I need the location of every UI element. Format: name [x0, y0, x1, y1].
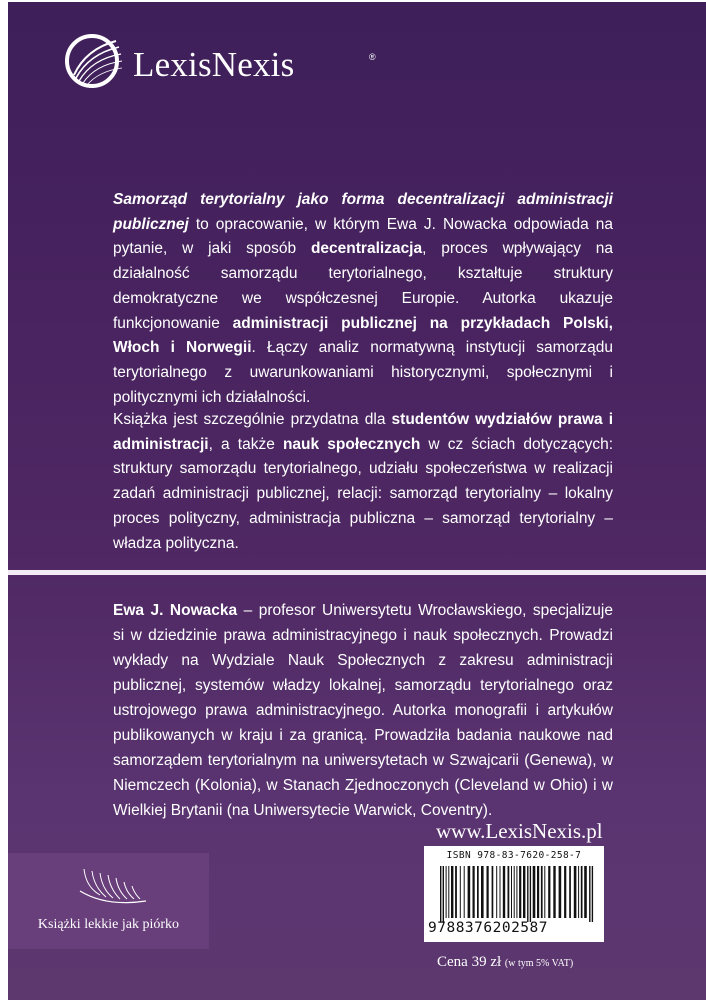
- p1-bold-1: decentralizacja: [310, 240, 423, 258]
- barcode-bars: [438, 866, 598, 922]
- isbn-barcode: [424, 846, 604, 942]
- p2-text-1: Książka jest szczególnie przydatna dla: [113, 411, 392, 428]
- book-title: Samorząd terytorialny jako forma decentralizacji administracji publicznej: [113, 191, 613, 233]
- description-paragraph-2: [113, 408, 613, 556]
- isbn-number: ISBN 978-83-7620-258-7: [446, 850, 582, 861]
- author-bio: [113, 598, 613, 823]
- description-paragraph-1: [113, 188, 613, 410]
- publisher-name: LexisNexis: [133, 45, 295, 84]
- ean-digits: 9788376202587: [428, 920, 548, 936]
- series-slogan: Książki lekkie jak piórko: [37, 917, 180, 932]
- author-bio-text: – profesor Uniwersytetu Wrocławskiego, specjalizuje si w dziedzinie prawa administracyjnego i nauk społecznych. Prowadzi wykłady na Wydziale Nauk Społecznych z zakresu administracji publicznej, systemów władzy lokalnej, samorządu terytorialnego oraz ustrojowego prawa administracyjnego. Autorka monografii i artykułów publikowanych w kraju i za granicą. Prowadziła badania naukowe nad samorządem terytorialnym na uniwersytetach w Szwajcarii (Genewa), w Niemczech (Kolonia), w Stanach Zjednoczonych (Cleveland w Ohio) i w Wielkiej Brytanii (na Uniwersytecie Warwick, Coventry).: [113, 602, 613, 819]
- p1-bold-2: administracji publicznej na przykładach Polski, Włoch i Norwegii: [113, 314, 613, 357]
- price-value: Cena 39 zł: [437, 954, 502, 970]
- p2-text-2: , a także: [208, 435, 283, 453]
- p2-bold-2: nauk społecznych: [282, 435, 421, 453]
- feather-icon: [76, 861, 148, 911]
- p1-text-2: , proces wpływający na działalność samorządu terytorialnego, kształtuje struktury demokratyczne we współczesnej Europie. Autorka ukazuje funkcjonowanie: [113, 240, 614, 332]
- price-vat-note: (w tym 5% VAT): [504, 958, 574, 969]
- series-badge: [8, 853, 209, 949]
- p2-bold-1: studentów wydziałów prawa i administracji: [113, 411, 614, 453]
- p1-text-1: to opracowanie, w którym Ewa J. Nowacka odpowiada na pytanie, w jaki sposób: [113, 215, 613, 258]
- p1-text-3: . Łączy analiz normatywną instytucji samorządu terytorialnego z uwarunkowaniami historycznymi, społecznymi i politycznymi ich działalności.: [113, 339, 613, 406]
- registered-mark: ®: [369, 52, 376, 62]
- book-back-cover: [8, 2, 706, 1000]
- p2-text-3: w cz ściach dotyczących: struktury samorządu terytorialnego, udziału społeczeństwa w realizacji zadań administracji publicznej, relacji: samorząd terytorialny – lokalny proces polityczny, administracja publiczna – samorząd terytorialny – władza polityczna.: [113, 435, 613, 552]
- publisher-url[interactable]: www.LexisNexis.pl: [436, 819, 603, 843]
- price-label: [437, 954, 573, 971]
- section-divider: [8, 570, 706, 575]
- author-name: Ewa J. Nowacka: [113, 602, 238, 619]
- lexisnexis-swoosh-icon: [62, 29, 126, 93]
